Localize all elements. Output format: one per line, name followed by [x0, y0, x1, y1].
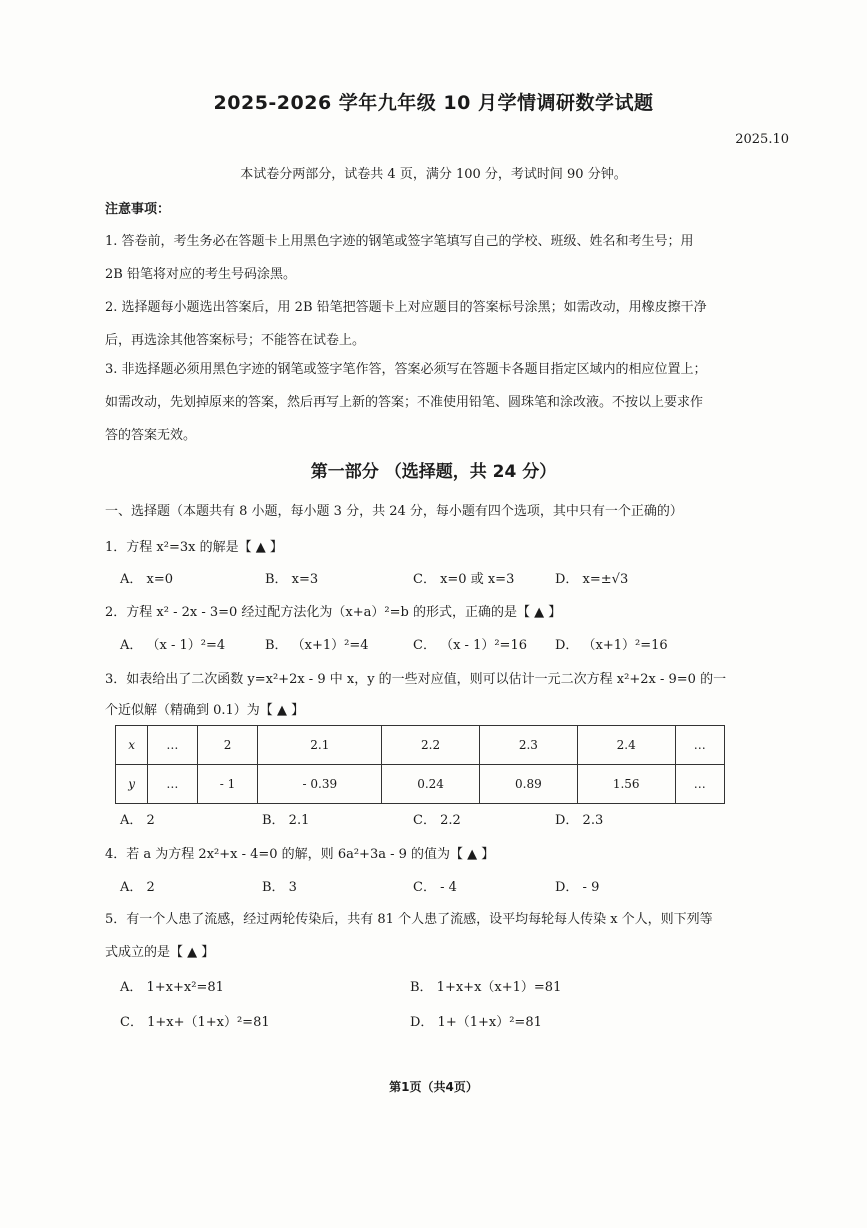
- question-3-stem-line-2: 个近似解（精确到 0.1）为【 ▲ 】: [105, 703, 305, 718]
- question-3-option-c: C． 2.2: [413, 813, 461, 828]
- question-3-stem-line-1: 3．如表给出了二次函数 y=x²+2x - 9 中 x，y 的一些对应值，则可以估计一元二次方程 x²+2x - 9=0 的一: [105, 672, 727, 687]
- exam-title: 2025-2026 学年九年级 10 月学情调研数学试题: [213, 92, 654, 114]
- table-cell: 2.1: [258, 726, 382, 765]
- question-2-option-d: D． （x+1）²=16: [555, 638, 668, 653]
- notice-item-1-line-2: 2B 铅笔将对应的考生号码涂黑。: [105, 267, 296, 282]
- exam-date: 2025.10: [735, 132, 789, 147]
- table-cell: - 0.39: [258, 765, 382, 804]
- table-cell: y: [116, 765, 148, 804]
- table-cell: 2: [197, 726, 258, 765]
- question-4-option-b: B． 3: [262, 880, 297, 895]
- question-2-option-c: C． （x - 1）²=16: [413, 638, 527, 653]
- table-cell: 0.24: [382, 765, 480, 804]
- notice-item-3-line-3: 答的答案无效。: [105, 428, 197, 443]
- question-2-option-b: B． （x+1）²=4: [265, 638, 369, 653]
- question-3-option-b: B． 2.1: [262, 813, 310, 828]
- question-5-option-d: D． 1+（1+x）²=81: [410, 1015, 542, 1030]
- table-cell: …: [675, 765, 724, 804]
- question-1-option-a: A． x=0: [120, 572, 174, 587]
- table-cell: 1.56: [577, 765, 675, 804]
- question-1-stem: 1．方程 x²=3x 的解是【 ▲ 】: [105, 540, 283, 555]
- question-1-option-d: D． x=±√3: [555, 572, 629, 587]
- notice-item-1-line-1: 1. 答卷前，考生务必在答题卡上用黑色字迹的钢笔或签字笔填写自己的学校、班级、姓名和考生号；用: [105, 234, 694, 249]
- table-cell: 2.2: [382, 726, 480, 765]
- question-3-option-d: D． 2.3: [555, 813, 604, 828]
- question-4-option-a: A． 2: [120, 880, 155, 895]
- table-cell: x: [116, 726, 148, 765]
- table-cell: - 1: [197, 765, 258, 804]
- question-5-option-a: A． 1+x+x²=81: [120, 980, 224, 995]
- value-table: [115, 725, 725, 804]
- table-cell: 2.3: [479, 726, 577, 765]
- question-4-option-c: C． - 4: [413, 880, 457, 895]
- question-5-stem-line-1: 5．有一个人患了流感，经过两轮传染后，共有 81 个人患了流感，设平均每轮每人传染 x 个人，则下列等: [105, 912, 713, 927]
- notice-item-3-line-1: 3. 非选择题必须用黑色字迹的钢笔或签字笔作答，答案必须写在答题卡各题目指定区域内的相应位置上；: [105, 362, 707, 377]
- notice-item-2: [105, 291, 795, 357]
- question-4-option-d: D． - 9: [555, 880, 600, 895]
- table-cell: …: [675, 726, 724, 765]
- question-5-stem-line-2: 式成立的是【 ▲ 】: [105, 945, 215, 960]
- table-cell: 0.89: [479, 765, 577, 804]
- notice-item-3-line-2: 如需改动，先划掉原来的答案，然后再写上新的答案；不准使用铅笔、圆珠笔和涂改液。不按以上要求作: [105, 395, 704, 410]
- question-5-option-b: B． 1+x+x（x+1）=81: [410, 980, 562, 995]
- table-cell: 2.4: [577, 726, 675, 765]
- table-row-x: [116, 726, 725, 765]
- notice-item-1: [105, 225, 795, 291]
- question-4-stem: 4．若 a 为方程 2x²+x - 4=0 的解，则 6a²+3a - 9 的值为【 ▲ 】: [105, 847, 495, 862]
- notice-item-3: [105, 353, 795, 452]
- notice-item-2-line-2: 后，再选涂其他答案标号；不能答在试卷上。: [105, 333, 366, 348]
- notice-item-2-line-1: 2. 选择题每小题选出答案后，用 2B 铅笔把答题卡上对应题目的答案标号涂黑；如需改动，用橡皮擦干净: [105, 300, 707, 315]
- section-title: 第一部分 （选择题，共 24 分）: [310, 462, 557, 482]
- notice-heading: 注意事项：: [105, 202, 171, 217]
- table-row-y: [116, 765, 725, 804]
- question-1-option-b: B． x=3: [265, 572, 319, 587]
- table-cell: …: [148, 726, 197, 765]
- question-5-option-c: C． 1+x+（1+x）²=81: [120, 1015, 270, 1030]
- part-intro: 一、选择题（本题共有 8 小题，每小题 3 分，共 24 分，每小题有四个选项，其中只有一个正确的）: [105, 504, 683, 519]
- question-1-option-c: C． x=0 或 x=3: [413, 572, 515, 587]
- page-footer: 第1页（共4页）: [389, 1080, 478, 1094]
- question-2-stem: 2．方程 x² - 2x - 3=0 经过配方法化为（x+a）²=b 的形式，正确的是【 ▲ 】: [105, 605, 562, 620]
- table-cell: …: [148, 765, 197, 804]
- exam-intro: 本试卷分两部分，试卷共 4 页，满分 100 分，考试时间 90 分钟。: [240, 167, 627, 182]
- question-3-option-a: A． 2: [120, 813, 155, 828]
- question-2-option-a: A． （x - 1）²=4: [120, 638, 226, 653]
